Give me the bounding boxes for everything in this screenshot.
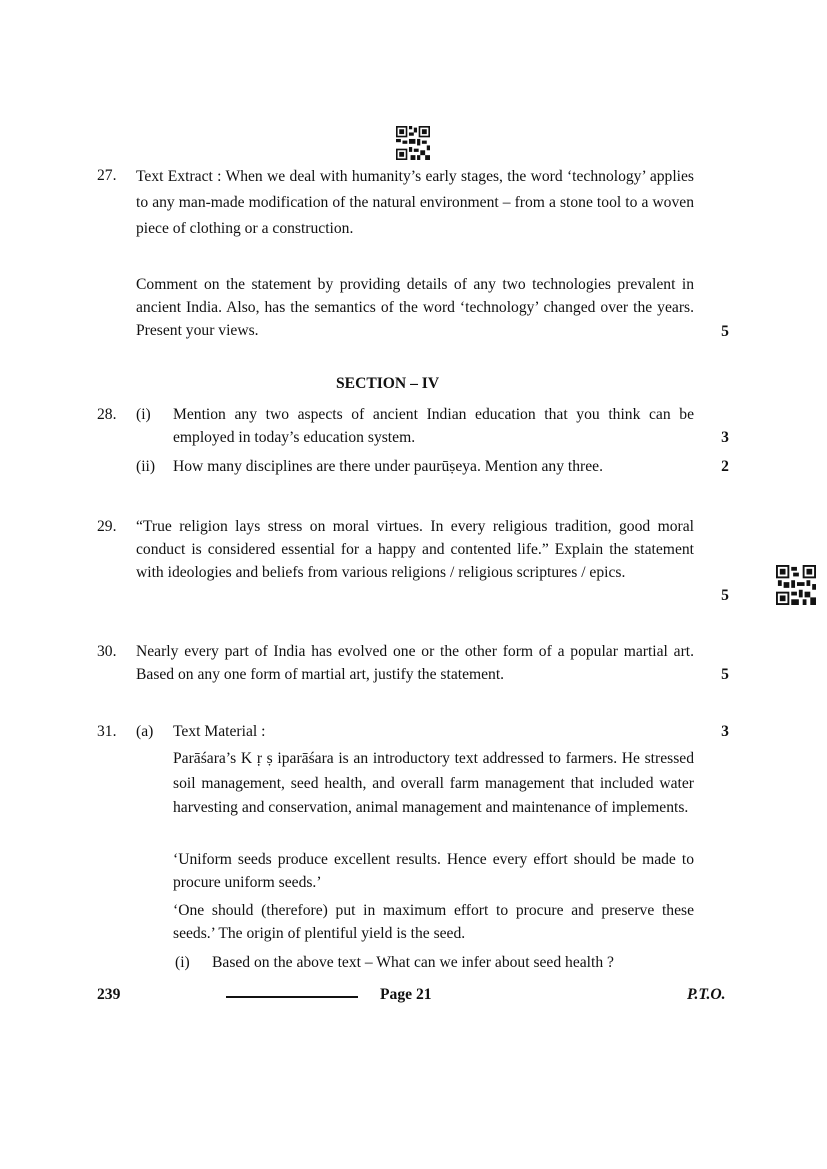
q29-text: “True religion lays stress on moral virtues. In every religious tradition, good moral conduct is considered essential for a happy and contented life.” Explain the statement with ideologies and beliefs from various religions / religious scriptures / epics. xyxy=(136,518,694,581)
marks: 5 xyxy=(721,587,729,604)
question-number: 28. xyxy=(97,406,117,423)
text-extract xyxy=(136,164,694,242)
prompt-text: Comment on the statement by providing details of any two technologies prevalent in ancient India. Also, has the semantics of the word ‘technology’ changed over the years. Present your views. xyxy=(136,276,694,339)
question-prompt xyxy=(136,273,694,342)
subpart-text: How many disciplines are there under paurūṣeya. Mention any three. xyxy=(173,458,603,475)
material-paragraph: ‘Uniform seeds produce excellent results. Hence every effort should be made to procure uniform seeds.’ xyxy=(173,851,694,891)
qr-code-icon xyxy=(776,565,816,605)
text-material xyxy=(173,848,694,894)
material-paragraph: Parāśara’s K ṛ ṣ iparāśara is an introductory text addressed to farmers. He stressed soil management, seed health, and overall farm management that included water harvesting and conservation, animal management and maintenance of implements. xyxy=(173,750,694,816)
marks: 5 xyxy=(721,666,729,683)
marks: 3 xyxy=(721,723,729,740)
subpart-label: (a) xyxy=(136,723,154,740)
extract-text: Text Extract : When we deal with humanity’s early stages, the word ‘technology’ applies to any man-made modification of the natural environment – from a stone tool to a woven piece of clothing or a construction. xyxy=(136,168,694,237)
q30-text: Nearly every part of India has evolved one or the other form of a popular martial art. Based on any one form of martial art, justify the statement. xyxy=(136,643,694,683)
question-number: 29. xyxy=(97,518,117,535)
text-material xyxy=(173,899,694,945)
page-number: Page 21 xyxy=(380,986,432,1003)
subpart-i-text: Mention any two aspects of ancient Indian education that you think can be employed in today’s education system. xyxy=(173,406,694,446)
section-title: SECTION – IV xyxy=(336,375,440,392)
subpart-label: (i) xyxy=(136,406,151,423)
pto-label: P.T.O. xyxy=(687,986,726,1003)
footer-rule xyxy=(226,996,358,998)
marks: 5 xyxy=(721,323,729,340)
marks: 3 xyxy=(721,429,729,446)
subpart-label: (ii) xyxy=(136,458,156,475)
text-material xyxy=(173,747,694,821)
qr-code-icon xyxy=(396,126,430,160)
question-number: 27. xyxy=(97,167,117,184)
subpart-text xyxy=(173,403,694,449)
question-text xyxy=(136,515,694,584)
subpart-text: Based on the above text – What can we infer about seed health ? xyxy=(212,954,614,971)
question-number: 31. xyxy=(97,723,117,740)
marks: 2 xyxy=(721,458,729,475)
material-paragraph: ‘One should (therefore) put in maximum effort to procure and preserve these seeds.’ The origin of plentiful yield is the seed. xyxy=(173,902,694,942)
question-text xyxy=(136,640,694,686)
text-material-heading: Text Material : xyxy=(173,723,266,740)
subpart-label: (i) xyxy=(175,954,190,971)
paper-code: 239 xyxy=(97,986,121,1003)
question-number: 30. xyxy=(97,643,117,660)
